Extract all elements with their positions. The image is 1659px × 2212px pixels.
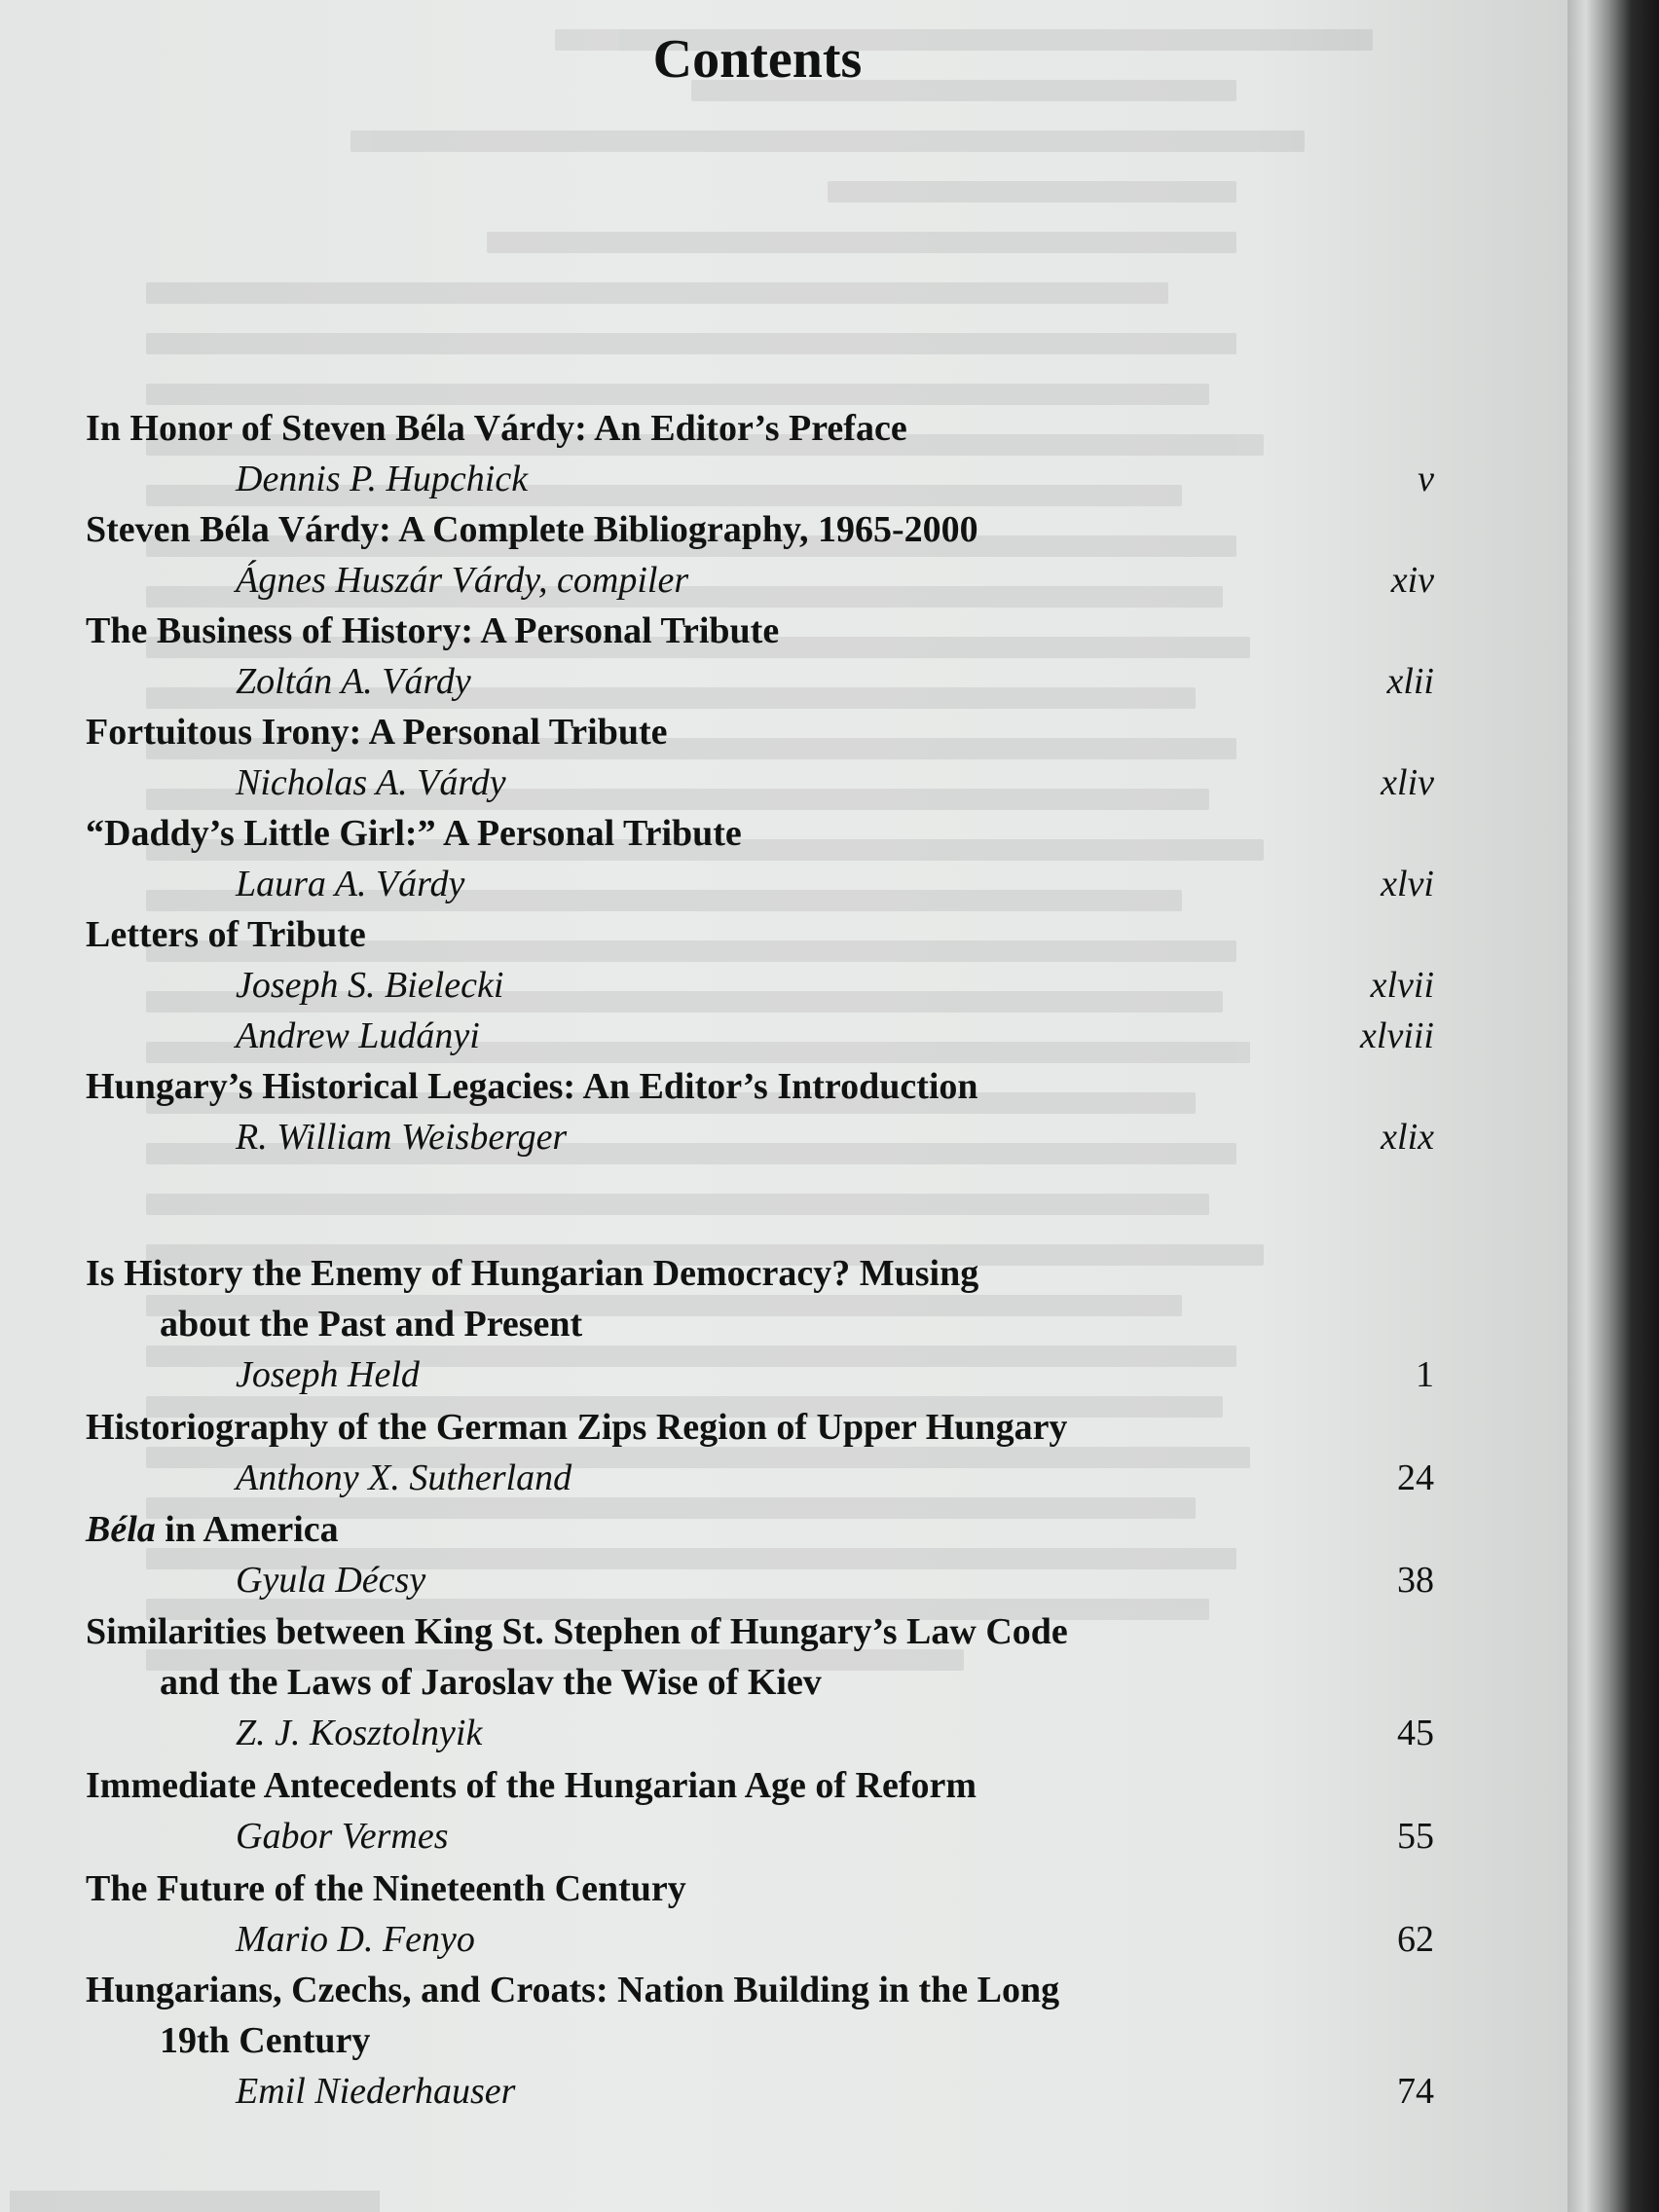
author-row <box>86 757 1434 808</box>
toc-entry <box>86 1965 1434 2117</box>
entry-author: Joseph S. Bielecki <box>236 965 504 1006</box>
toc-entry <box>86 909 1434 1061</box>
toc-entry <box>86 808 1434 909</box>
toc-entry <box>86 403 1434 504</box>
entry-author: Laura A. Várdy <box>236 864 465 904</box>
contents-heading: Contents <box>652 29 863 90</box>
toc-entry <box>86 1606 1434 1758</box>
entry-title: “Daddy’s Little Girl:” A Personal Tribute <box>86 813 742 854</box>
author-row <box>86 1914 1434 1965</box>
entry-author: R. William Weisberger <box>236 1117 568 1158</box>
author-row <box>86 1112 1434 1162</box>
toc-entry <box>86 1760 1434 1862</box>
entry-page-number: xlvi <box>1381 864 1434 904</box>
entry-title: Fortuitous Irony: A Personal Tribute <box>86 712 668 753</box>
entry-author: Andrew Ludányi <box>236 1015 480 1056</box>
toc-entry <box>86 1061 1434 1162</box>
entry-author: Zoltán A. Várdy <box>236 661 471 702</box>
toc-entry <box>86 1863 1434 1965</box>
entry-author: Gyula Décsy <box>236 1560 426 1601</box>
entry-title: Historiography of the German Zips Region of Upper Hungary <box>86 1407 1068 1448</box>
entry-title-continuation: about the Past and Present <box>160 1304 583 1345</box>
author-row <box>86 1708 1434 1758</box>
toc-entry <box>86 1402 1434 1503</box>
entry-title: Is History the Enemy of Hungarian Democracy? Musing <box>86 1253 979 1294</box>
entry-page-number: xlviii <box>1360 1015 1434 1056</box>
entry-author: Anthony X. Sutherland <box>236 1457 572 1498</box>
entry-page-number: 45 <box>1397 1713 1434 1753</box>
entry-title-continuation: 19th Century <box>160 2020 371 2061</box>
entry-title-rest: in America <box>155 1509 339 1550</box>
entry-page-number: xlvii <box>1370 965 1434 1006</box>
entry-title: Steven Béla Várdy: A Complete Bibliography, 1965-2000 <box>86 509 978 550</box>
author-row <box>86 656 1434 707</box>
author-row <box>86 1453 1434 1503</box>
author-row <box>86 555 1434 606</box>
entry-title: In Honor of Steven Béla Várdy: An Editor’s Preface <box>86 408 907 449</box>
author-row <box>86 1349 1434 1400</box>
entry-author: Joseph Held <box>236 1354 420 1395</box>
entry-author: Gabor Vermes <box>236 1816 449 1857</box>
author-row <box>86 2066 1434 2117</box>
entry-page-number: v <box>1418 459 1434 499</box>
entry-page-number: 62 <box>1397 1919 1434 1960</box>
watermark-strip <box>10 2191 380 2212</box>
entry-title: The Business of History: A Personal Tribute <box>86 610 780 651</box>
entry-author: Nicholas A. Várdy <box>236 762 506 803</box>
toc-entry <box>86 707 1434 808</box>
entry-author: Mario D. Fenyo <box>236 1919 475 1960</box>
book-spine-shadow <box>1567 0 1659 2212</box>
entry-page-number: 38 <box>1397 1560 1434 1601</box>
toc-entry <box>86 606 1434 707</box>
entry-title: The Future of the Nineteenth Century <box>86 1868 686 1909</box>
entry-title <box>86 1504 1434 1555</box>
author-row <box>86 859 1434 909</box>
author-row <box>86 1811 1434 1862</box>
toc-entry <box>86 504 1434 606</box>
entry-title: Immediate Antecedents of the Hungarian Age of Reform <box>86 1765 977 1806</box>
entry-page-number: 24 <box>1397 1457 1434 1498</box>
entry-page-number: xiv <box>1390 560 1434 601</box>
entry-page-number: xlix <box>1381 1117 1434 1158</box>
entry-author: Emil Niederhauser <box>236 2071 516 2112</box>
entry-page-number: 55 <box>1397 1816 1434 1857</box>
entry-page-number: xliv <box>1381 762 1434 803</box>
entry-page-number: xlii <box>1386 661 1434 702</box>
entry-title-continuation: and the Laws of Jaroslav the Wise of Kiev <box>160 1662 822 1703</box>
author-row <box>86 1555 1434 1605</box>
entry-page-number: 1 <box>1416 1354 1434 1395</box>
entry-title: Similarities between King St. Stephen of Hungary’s Law Code <box>86 1611 1068 1652</box>
author-row <box>86 1011 1434 1061</box>
entry-page-number: 74 <box>1397 2071 1434 2112</box>
entry-title: Letters of Tribute <box>86 914 366 955</box>
entry-title-italic: Béla <box>86 1509 156 1550</box>
entry-author: Dennis P. Hupchick <box>236 459 529 499</box>
toc-entry <box>86 1504 1434 1605</box>
toc-entry <box>86 1248 1434 1400</box>
entry-title: Hungarians, Czechs, and Croats: Nation Building in the Long <box>86 1970 1060 2010</box>
author-row <box>86 454 1434 504</box>
entry-author: Z. J. Kosztolnyik <box>236 1713 483 1753</box>
entry-title: Hungary’s Historical Legacies: An Editor’s Introduction <box>86 1066 978 1107</box>
entry-author: Ágnes Huszár Várdy, compiler <box>236 560 689 601</box>
author-row <box>86 960 1434 1011</box>
